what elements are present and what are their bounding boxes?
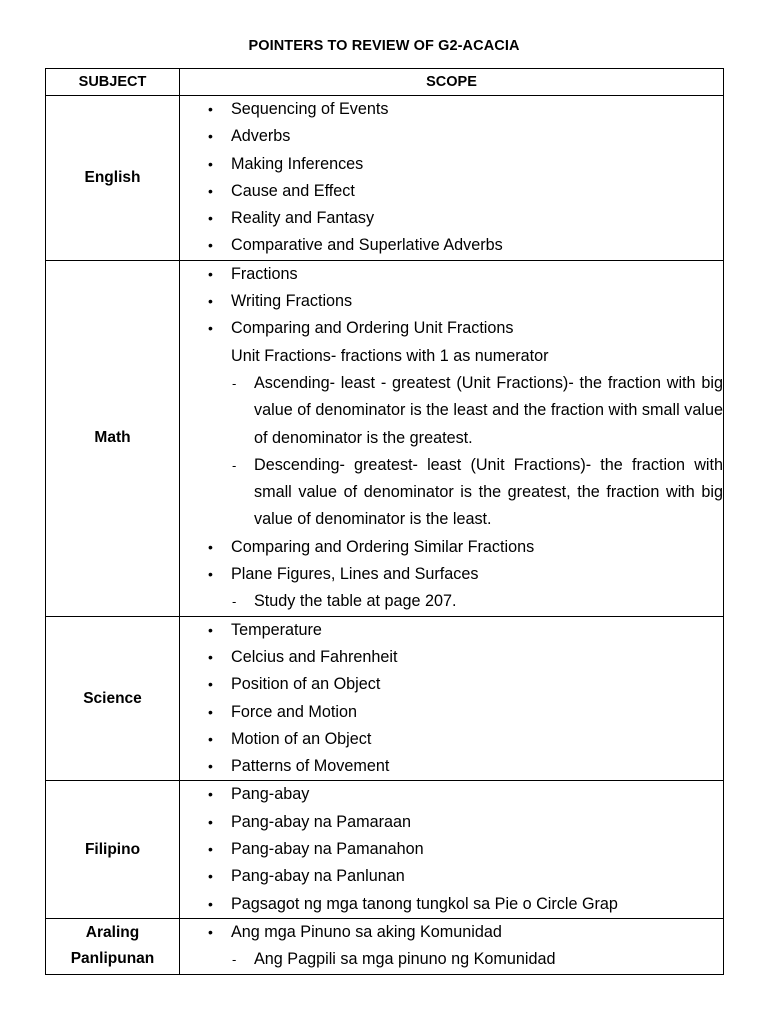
scope-item-text: Temperature — [231, 620, 322, 639]
subject-cell: Araling Panlipunan — [46, 918, 180, 974]
scope-list-item — [46, 452, 723, 534]
bullet-icon: • — [208, 676, 213, 693]
table-body — [46, 96, 724, 975]
scope-item-text: Plane Figures, Lines and Surfaces — [231, 565, 479, 584]
bullet-icon: • — [208, 621, 213, 638]
bullet-icon: • — [208, 182, 213, 199]
bullet-icon: • — [208, 758, 213, 775]
bullet-icon: • — [208, 237, 213, 254]
scope-list-item — [46, 781, 723, 808]
scope-list-item — [46, 919, 723, 946]
scope-list-item — [46, 809, 723, 836]
bullet-icon: • — [208, 923, 213, 940]
subject-cell: Science — [46, 616, 180, 781]
bullet-icon: • — [208, 566, 213, 583]
scope-item-text: Adverbs — [231, 127, 291, 146]
bullet-icon: • — [208, 868, 213, 885]
scope-item-text: Celcius and Fahrenheit — [231, 647, 398, 666]
scope-item-text: Cause and Effect — [231, 181, 355, 200]
scope-list — [180, 919, 723, 974]
scope-item-text: Study the table at page 207. — [254, 592, 457, 611]
review-table — [45, 68, 724, 975]
scope-list-item — [46, 588, 723, 615]
table-row — [46, 616, 724, 781]
scope-list-item — [46, 123, 723, 150]
scope-list-item — [46, 288, 723, 315]
subject-cell: English — [46, 96, 180, 261]
scope-item-text: Sequencing of Events — [231, 100, 389, 118]
scope-cell — [180, 96, 724, 261]
table-row — [46, 260, 724, 616]
bullet-icon: • — [208, 265, 213, 282]
scope-item-text: Force and Motion — [231, 702, 357, 721]
scope-item-text: Descending- greatest- least (Unit Fractions)- the fraction with small value of denominator is the greatest, the fraction with big value of denominator is the least. — [254, 455, 723, 529]
scope-item-text: Ang mga Pinuno sa aking Komunidad — [231, 922, 502, 941]
scope-list-item — [46, 261, 723, 288]
scope-item-text: Patterns of Movement — [231, 757, 390, 776]
scope-list-item — [46, 946, 723, 973]
scope-cell — [180, 616, 724, 781]
scope-list-item — [46, 726, 723, 753]
scope-list-item — [46, 863, 723, 890]
scope-list-item — [46, 96, 723, 123]
table-header-row — [46, 69, 724, 96]
scope-item-text: Pang-abay — [231, 785, 310, 804]
scope-item-text: Pang-abay na Panlunan — [231, 867, 405, 886]
scope-column-header: SCOPE — [180, 69, 724, 96]
scope-list-item — [46, 671, 723, 698]
scope-item-text: Ang Pagpili sa mga pinuno ng Komunidad — [254, 950, 556, 969]
scope-item-text: Pagsagot ng mga tanong tungkol sa Pie o Circle Grap — [231, 894, 618, 913]
bullet-icon: • — [208, 703, 213, 720]
scope-list-item — [46, 699, 723, 726]
subject-cell: Filipino — [46, 781, 180, 918]
bullet-icon: • — [208, 813, 213, 830]
scope-list — [180, 96, 723, 260]
bullet-icon: • — [208, 293, 213, 310]
scope-item-text: Comparing and Ordering Similar Fractions — [231, 537, 535, 556]
table-row — [46, 781, 724, 918]
scope-list-item — [46, 178, 723, 205]
bullet-icon: • — [208, 730, 213, 747]
scope-list-item — [46, 891, 723, 918]
scope-cell — [180, 781, 724, 918]
scope-item-text: Reality and Fantasy — [231, 209, 375, 228]
scope-list-item — [46, 315, 723, 342]
scope-item-text: Comparing and Ordering Unit Fractions — [231, 319, 514, 338]
scope-list — [180, 781, 723, 917]
bullet-icon: • — [208, 786, 213, 803]
scope-list-item — [46, 753, 723, 780]
bullet-icon: • — [208, 841, 213, 858]
document-title: POINTERS TO REVIEW OF G2-ACACIA — [248, 38, 520, 54]
scope-item-text: Making Inferences — [231, 154, 364, 173]
scope-list-item — [46, 151, 723, 178]
scope-item-text: Pang-abay na Pamanahon — [231, 840, 424, 859]
bullet-icon: • — [208, 128, 213, 145]
scope-list-item — [46, 370, 723, 452]
bullet-icon: • — [208, 210, 213, 227]
scope-item-text: Writing Fractions — [231, 292, 353, 311]
subject-column-header: SUBJECT — [46, 69, 180, 96]
dash-icon: - — [232, 952, 237, 968]
bullet-icon: • — [208, 155, 213, 172]
scope-item-text: Ascending- least - greatest (Unit Fractions)- the fraction with big value of denominator is the least and the fraction with small value of denominator is the greatest. — [254, 373, 723, 447]
dash-icon: - — [232, 375, 237, 391]
scope-item-text: Comparative and Superlative Adverbs — [231, 236, 503, 255]
scope-item-text: Position of an Object — [231, 675, 381, 694]
scope-list-item — [46, 205, 723, 232]
scope-list-item — [46, 561, 723, 588]
scope-item-text: Fractions — [231, 264, 298, 283]
scope-list-item — [46, 232, 723, 259]
bullet-icon: • — [208, 320, 213, 337]
bullet-icon: • — [208, 538, 213, 555]
dash-icon: - — [232, 594, 237, 610]
scope-cell — [180, 260, 724, 616]
scope-list — [180, 261, 723, 616]
scope-list-item — [46, 534, 723, 561]
bullet-icon: • — [208, 648, 213, 665]
scope-list-item — [46, 617, 723, 644]
scope-list-item — [46, 836, 723, 863]
bullet-icon: • — [208, 895, 213, 912]
dash-icon: - — [232, 457, 237, 473]
table-row — [46, 918, 724, 974]
table-row — [46, 96, 724, 261]
scope-item-text: Pang-abay na Pamaraan — [231, 812, 411, 831]
bullet-icon: • — [208, 101, 213, 117]
scope-list-item — [46, 343, 723, 370]
scope-list-item — [46, 644, 723, 671]
scope-cell — [180, 918, 724, 974]
scope-item-text: Unit Fractions- fractions with 1 as numerator — [231, 346, 549, 365]
scope-item-text: Motion of an Object — [231, 729, 372, 748]
subject-cell: Math — [46, 260, 180, 616]
scope-list — [180, 617, 723, 781]
